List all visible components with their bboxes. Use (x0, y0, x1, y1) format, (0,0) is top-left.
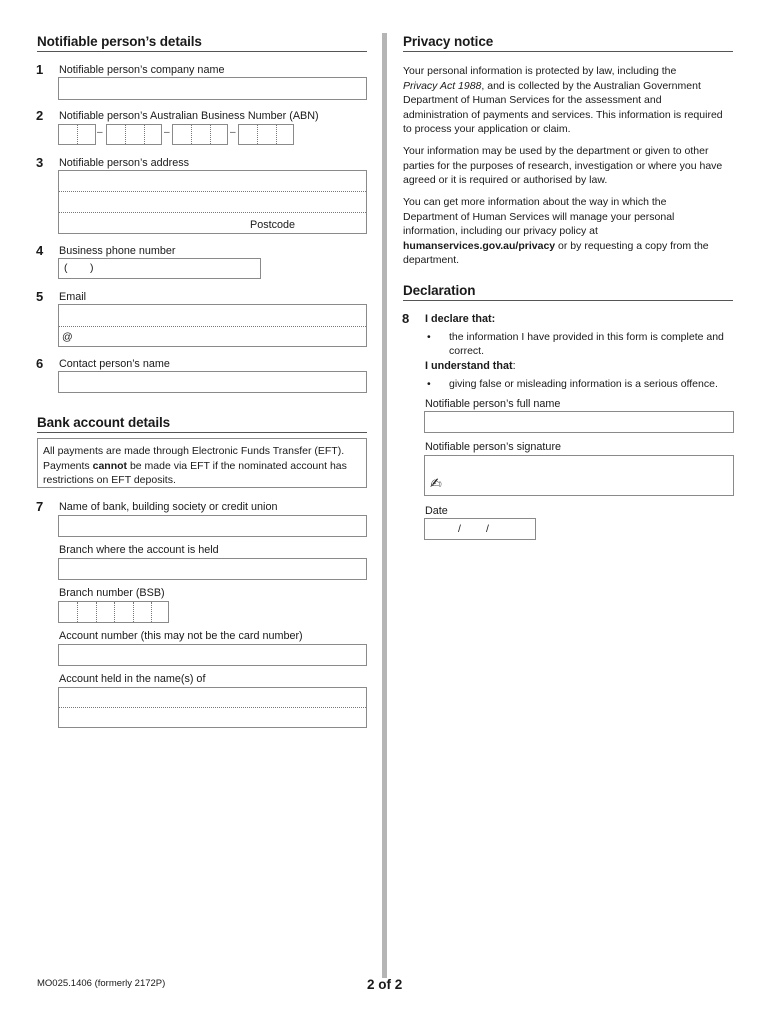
eft-info-line-2: Payments cannot be made via EFT if the nominated account has (43, 459, 347, 472)
email-field[interactable] (58, 304, 367, 347)
question-number-4: 4 (36, 243, 44, 258)
privacy-para-3-line-2: Department of Human Services will manage your personal (403, 210, 675, 223)
account-number-field[interactable] (58, 644, 367, 666)
section-rule (37, 432, 367, 433)
abn-cell-divider (276, 125, 277, 144)
understand-bullet-item (427, 377, 737, 393)
abn-cell-divider (125, 125, 126, 144)
privacy-policy-link[interactable]: humanservices.gov.au/privacy (403, 239, 556, 252)
account-name-line-divider (59, 707, 366, 708)
privacy-para-1-line-2: Privacy Act 1988, and is collected by the Australian Government (403, 79, 701, 92)
account-name-label: Account held in the name(s) of (59, 673, 206, 685)
privacy-notice-heading: Privacy notice (403, 34, 494, 49)
privacy-para-1-line-1: Your personal information is protected by law, including the (403, 65, 677, 77)
privacy-para-3-line-3: information, including our privacy policy at (403, 225, 598, 238)
form-code: MO025.1406 (formerly 2172P) (37, 978, 166, 989)
account-name-field[interactable] (58, 687, 367, 728)
privacy-para-1-line-3: Department of Human Services for the assessment and (403, 94, 662, 107)
abn-field-group-1[interactable] (58, 124, 96, 145)
abn-dash: – (164, 127, 170, 138)
email-at-sign: @ (62, 331, 73, 343)
bank-account-details-heading: Bank account details (37, 415, 171, 430)
privacy-para-1-line-4: administration of payments and services. This information is required (403, 108, 723, 121)
address-line-divider (59, 212, 366, 213)
bsb-cell-divider (114, 602, 115, 622)
branch-field[interactable] (58, 558, 367, 580)
notifiable-person-details-heading: Notifiable person’s details (37, 34, 202, 49)
branch-label: Branch where the account is held (59, 544, 219, 556)
address-field[interactable] (58, 170, 367, 234)
phone-open-paren: ( (64, 262, 68, 274)
bsb-cell-divider (133, 602, 134, 622)
abn-cell-divider (210, 125, 211, 144)
bsb-label: Branch number (BSB) (59, 587, 165, 599)
phone-label: Business phone number (59, 245, 176, 257)
bank-name-field[interactable] (58, 515, 367, 537)
postcode-label: Postcode (250, 219, 296, 231)
privacy-para-3-line-1: You can get more information about the way in which the (403, 196, 667, 208)
abn-field-group-4[interactable] (238, 124, 294, 145)
phone-close-paren: ) (90, 262, 94, 274)
abn-cell-divider (257, 125, 258, 144)
bsb-cell-divider (77, 602, 78, 622)
abn-cell-divider (191, 125, 192, 144)
section-rule (403, 300, 733, 301)
eft-info-line-3: restrictions on EFT deposits. (43, 474, 176, 487)
declare-item-line-1: the information I have provided in this form is complete and (449, 331, 724, 343)
bsb-cell-divider (151, 602, 152, 622)
phone-field[interactable] (58, 258, 261, 279)
privacy-para-1-line-5: to process your application or claim. (403, 123, 571, 136)
bsb-field[interactable] (58, 601, 169, 623)
company-name-label: Notifiable person’s company name (59, 64, 225, 76)
page-number: 2 of 2 (367, 977, 403, 992)
address-line-divider (59, 191, 366, 192)
full-name-field[interactable] (424, 411, 734, 433)
abn-label: Notifiable person’s Australian Business Number (ABN) (59, 110, 319, 122)
declare-bullet-item (427, 330, 737, 360)
signature-field[interactable] (424, 455, 734, 496)
abn-dash: – (230, 127, 236, 138)
column-divider (382, 33, 387, 978)
address-label: Notifiable person’s address (59, 157, 190, 169)
date-separator-1: / (458, 523, 461, 535)
bsb-cell-divider (96, 602, 97, 622)
declare-item-line-2: correct. (449, 345, 485, 357)
question-number-1: 1 (36, 62, 44, 77)
question-number-8: 8 (402, 311, 410, 326)
email-label: Email (59, 291, 86, 303)
declare-heading: I declare that: (425, 313, 496, 325)
account-number-label: Account number (this may not be the card number) (59, 630, 303, 642)
privacy-para-2-line-1: Your information may be used by the department or given to other (403, 145, 709, 157)
eft-info-box (37, 438, 367, 488)
understand-heading: I understand that: (425, 360, 516, 372)
bullet: • (427, 378, 431, 390)
privacy-para-2-line-3: agreed or it is required or authorised by law. (403, 174, 608, 187)
contact-name-label: Contact person’s name (59, 358, 170, 370)
contact-name-field[interactable] (58, 371, 367, 393)
understand-item-text: giving false or misleading information is a serious offence. (449, 378, 718, 390)
question-number-2: 2 (36, 108, 44, 123)
abn-field-group-2[interactable] (106, 124, 162, 145)
bank-name-label: Name of bank, building society or credit union (59, 501, 278, 513)
bullet: • (427, 331, 431, 343)
eft-info-line-1: All payments are made through Electronic Funds Transfer (EFT). (43, 445, 345, 457)
section-rule (37, 51, 367, 52)
full-name-label: Notifiable person’s full name (425, 398, 561, 410)
section-rule (403, 51, 733, 52)
question-number-5: 5 (36, 289, 44, 304)
date-label: Date (425, 505, 448, 517)
signature-pen-icon: ✍ (430, 476, 442, 492)
company-name-field[interactable] (58, 77, 367, 100)
abn-cell-divider (144, 125, 145, 144)
declaration-heading: Declaration (403, 283, 476, 298)
email-line-divider (59, 326, 366, 327)
question-number-6: 6 (36, 356, 44, 371)
date-field[interactable] (424, 518, 536, 540)
abn-field-group-3[interactable] (172, 124, 228, 145)
question-number-7: 7 (36, 499, 44, 514)
privacy-para-3-line-4: humanservices.gov.au/privacy or by requesting a copy from the (403, 239, 709, 252)
question-number-3: 3 (36, 155, 44, 170)
privacy-para-3-line-5: department. (403, 254, 460, 267)
date-separator-2: / (486, 523, 489, 535)
abn-cell-divider (77, 125, 78, 144)
signature-label: Notifiable person’s signature (425, 441, 562, 453)
abn-dash: – (97, 127, 103, 138)
privacy-para-2-line-2: parties for the purposes of research, investigation or where you have (403, 159, 723, 172)
